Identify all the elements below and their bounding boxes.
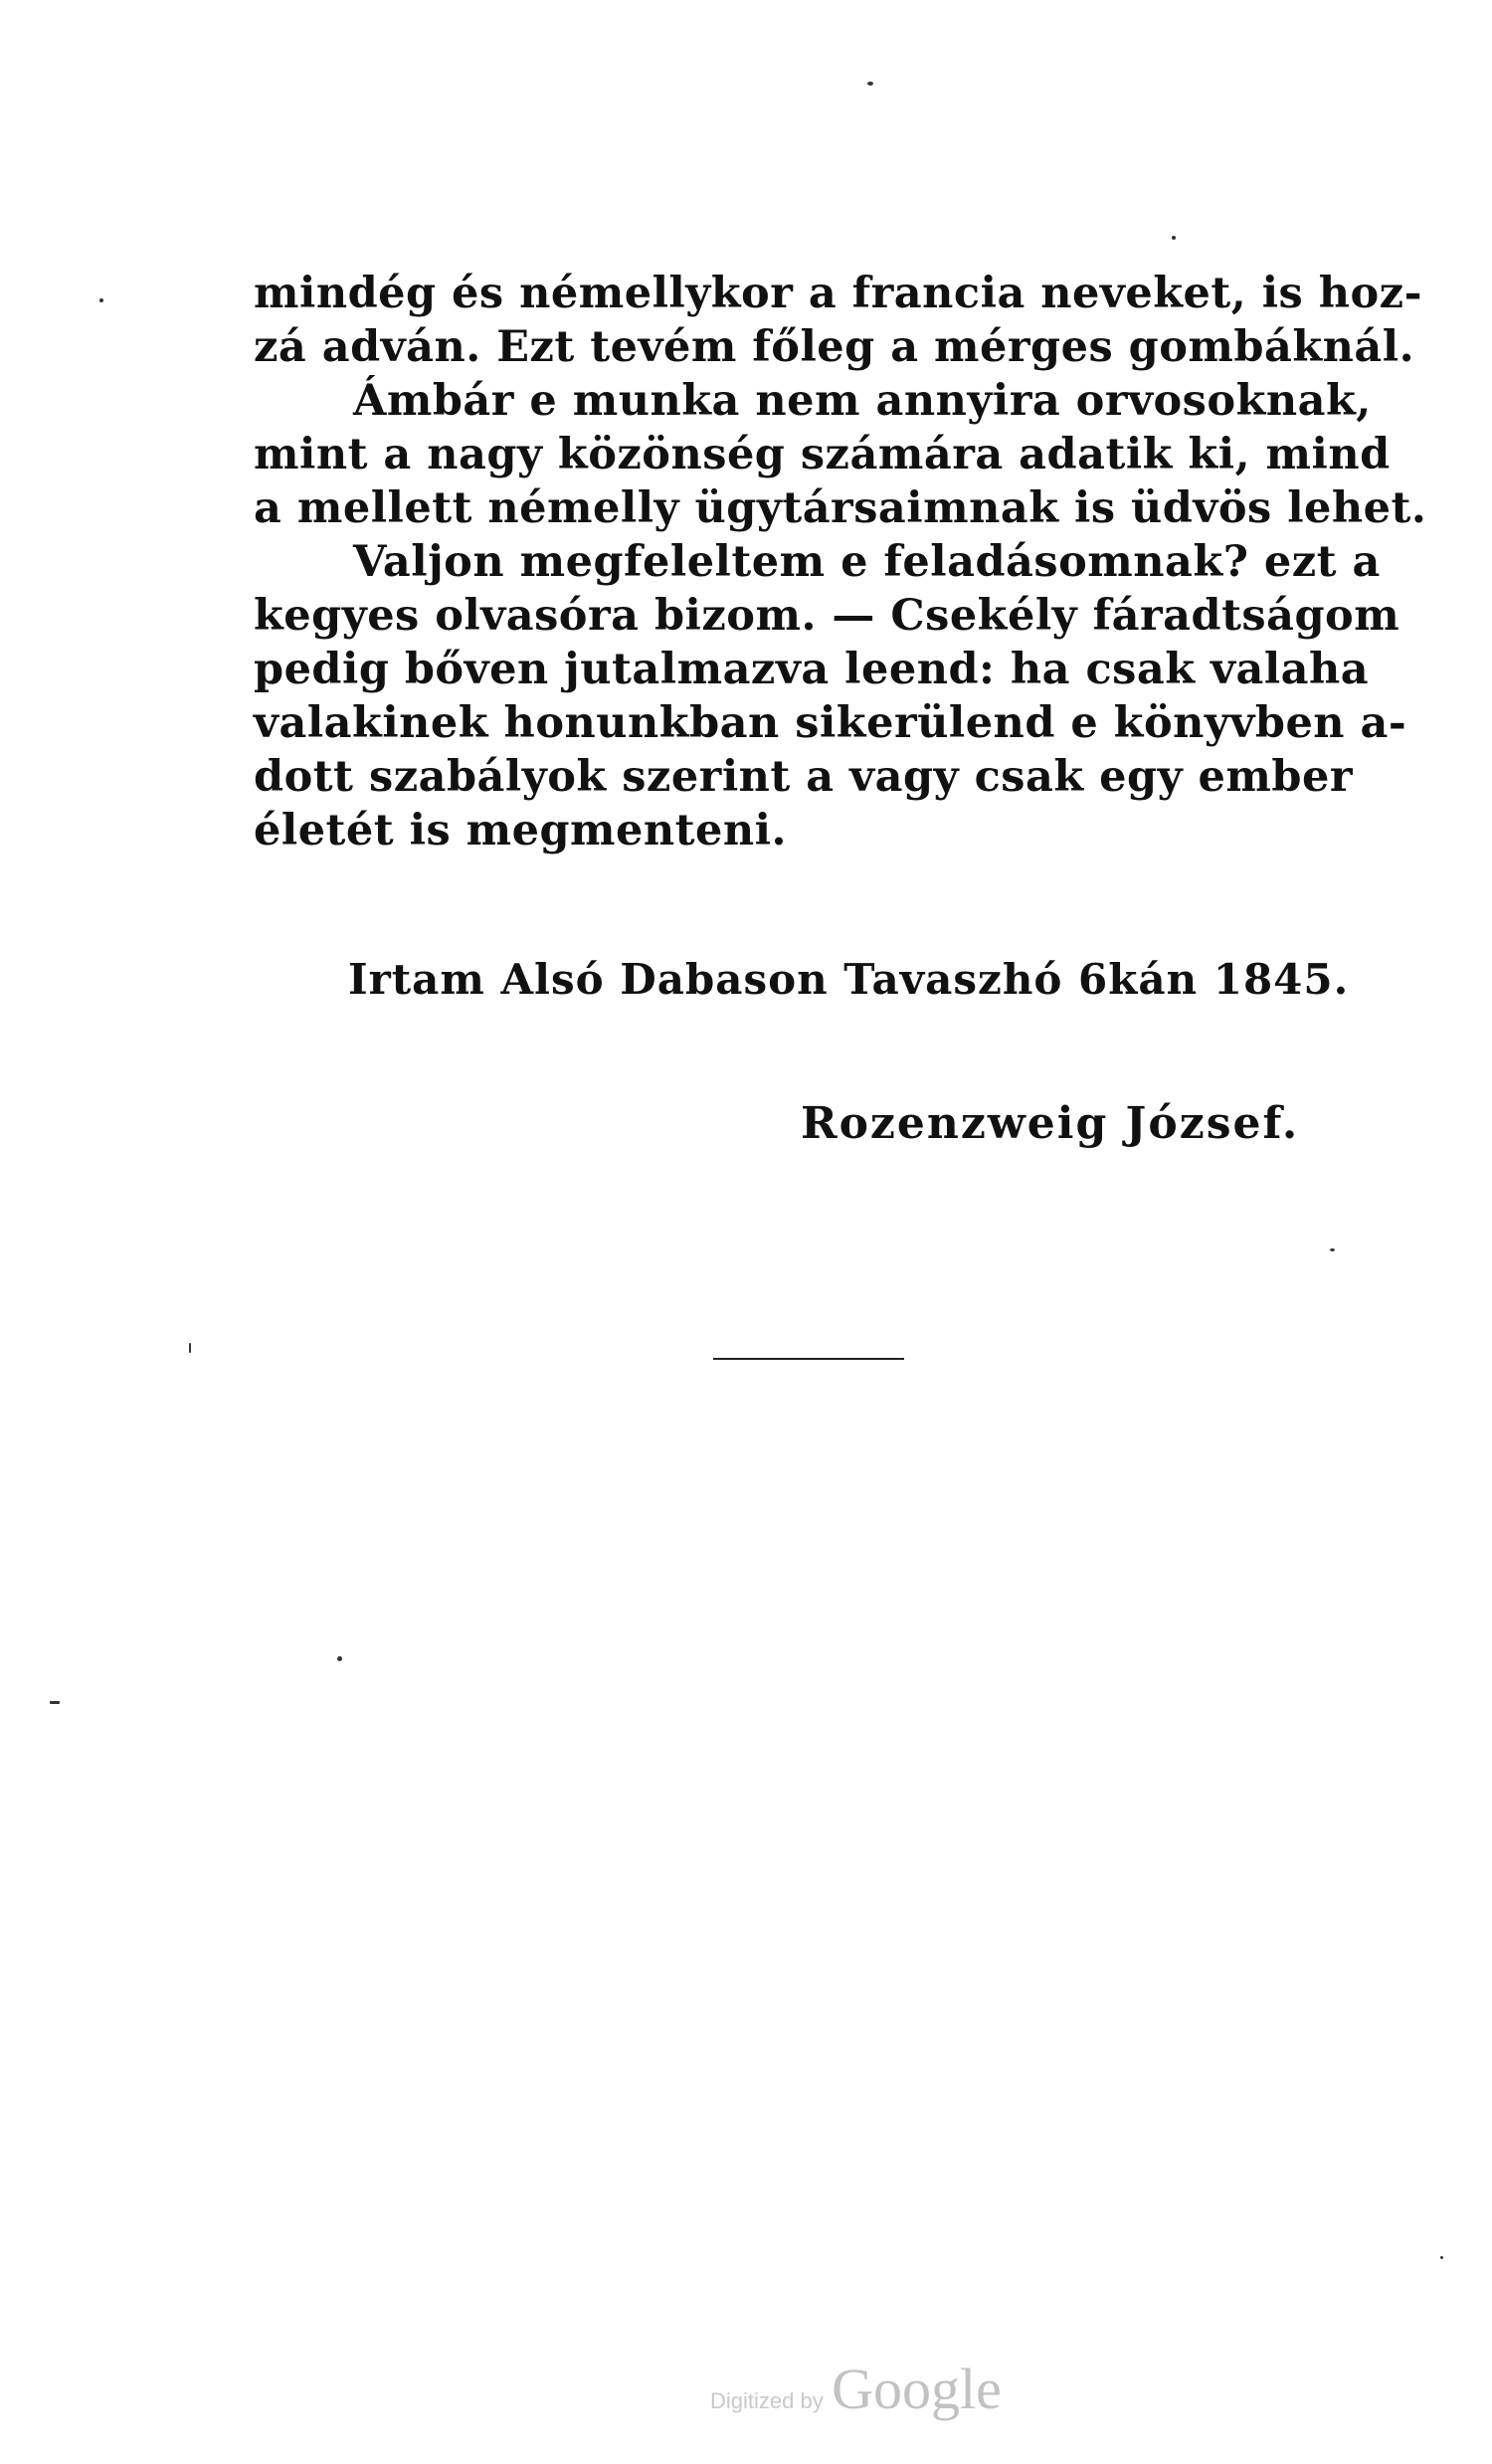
scan-speck (1330, 1248, 1335, 1251)
digitized-by-google-watermark (710, 2356, 1002, 2422)
text-line: életét is megmenteni. (254, 806, 787, 855)
section-divider (713, 1358, 904, 1360)
author-signature: Rozenzweig József. (801, 1098, 1300, 1149)
scan-speck (189, 1343, 191, 1353)
text-line: Ámbár e munka nem annyira orvosoknak, (353, 376, 1372, 426)
text-line: mindég és némellykor a francia neveket, is hoz- (254, 269, 1422, 318)
text-line: mint a nagy közönség számára adatik ki, mind (254, 430, 1391, 479)
scan-speck (99, 298, 103, 302)
scan-speck (867, 82, 873, 86)
text-line: pedig bőven jutalmazva leend: ha csak valaha (254, 645, 1370, 694)
body-paragraph (254, 267, 1427, 857)
text-line: a mellett némelly ügytársaimnak is üdvös lehet. (254, 483, 1427, 533)
text-line: dott szabályok szerint a vagy csak egy ember (254, 752, 1353, 802)
scan-speck (1440, 2256, 1443, 2259)
text-line: valakinek honunkban sikerülend e könyvben a- (254, 698, 1407, 748)
scan-speck (337, 1656, 342, 1661)
text-line: zá adván. Ezt tevém főleg a mérges gombáknál. (254, 322, 1415, 372)
scan-speck (50, 1701, 60, 1704)
google-logo: Google (832, 2357, 1002, 2421)
dateline: Irtam Alsó Dabason Tavaszhó 6kán 1845. (348, 955, 1350, 1004)
watermark-prefix: Digitized by (710, 2388, 824, 2413)
text-line: Valjon megfeleltem e feladásomnak? ezt a (353, 537, 1381, 587)
text-line: kegyes olvasóra bizom. — Csekély fáradtságom (254, 591, 1400, 641)
scan-speck (1172, 236, 1176, 240)
